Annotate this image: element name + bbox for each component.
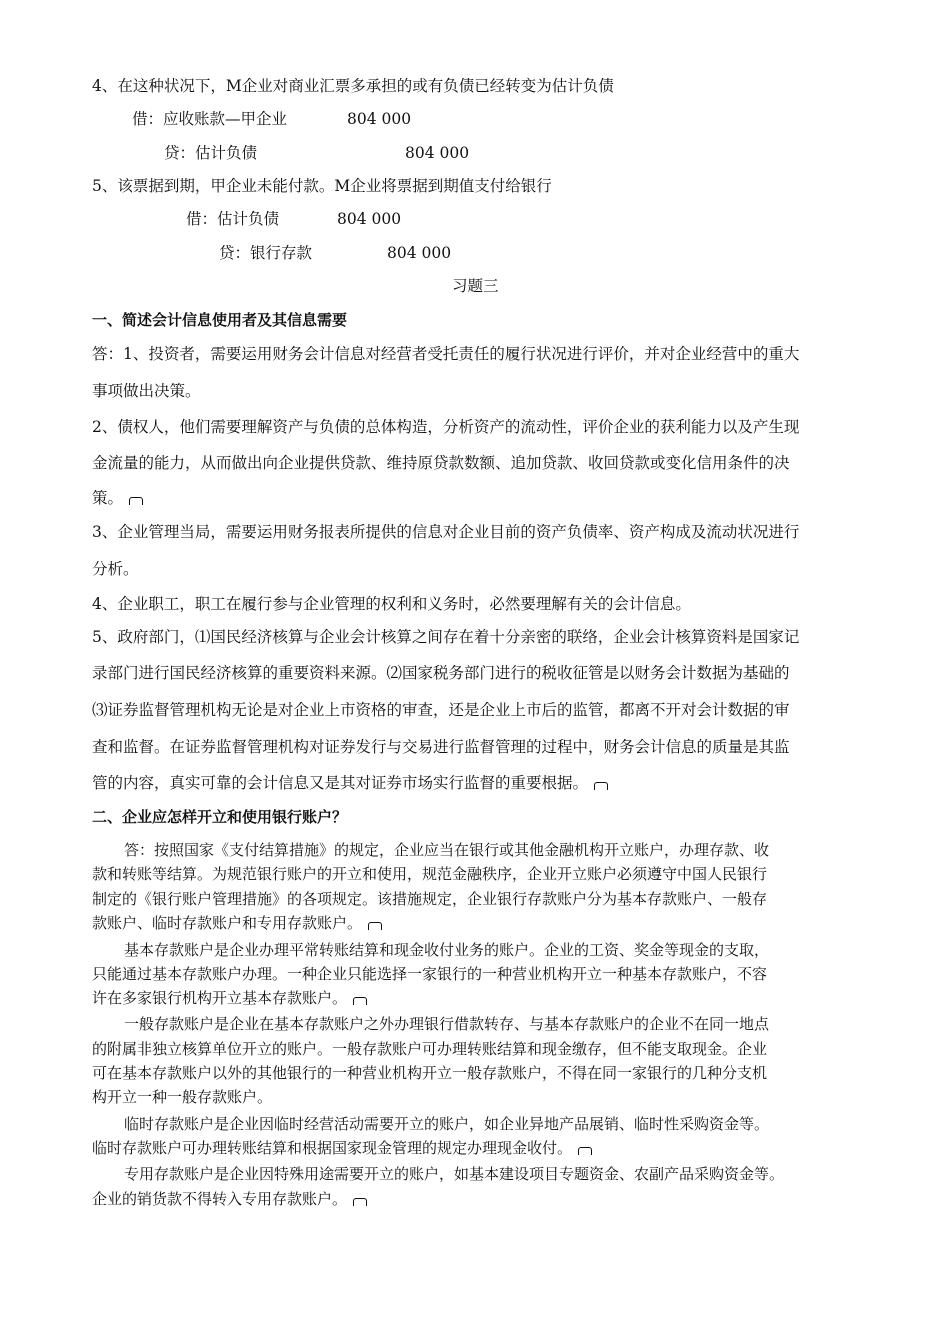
q1-line-13-wrap	[92, 773, 608, 793]
q2-line-4-wrap	[92, 913, 382, 933]
item-4-text: 4、在这种状况下，M企业对商业汇票多承担的或有负债已经转变为估计负债	[92, 77, 614, 95]
q2-line-8: 一般存款账户是企业在基本存款账户之外办理银行借款转存、与基本存款账户的企业不在同一地点	[124, 1015, 770, 1033]
exercise-title: 习题三	[452, 277, 499, 295]
q2-line-10: 可在基本存款账户以外的其他银行的一种营业机构开立一般存款账户，不得在同一家银行的几种分支机	[92, 1064, 768, 1082]
q1-line-5: 策。	[92, 489, 124, 507]
q1-line-6: 3、企业管理当局，需要运用财务报表所提供的信息对企业目前的资产负债率、资产构成及流动状况进行	[92, 523, 800, 541]
q2-line-7-wrap	[92, 988, 367, 1008]
question-2-heading: 二、企业应怎样开立和使用银行账户？	[92, 808, 348, 826]
q2-line-9: 的附属非独立核算单位开立的账户。一般存款账户可办理转账结算和现金缴存，但不能支取现金。企业	[92, 1040, 768, 1058]
paragraph-mark-icon	[353, 1198, 367, 1206]
paragraph-mark-icon	[129, 497, 143, 505]
q2-line-3: 制定的《银行账户管理措施》的各项规定。该措施规定，企业银行存款账户分为基本存款账户、一般存	[92, 890, 768, 908]
debit-entry-amount: 804 000	[347, 110, 412, 128]
credit-entry-label: 贷：估计负债	[164, 144, 258, 162]
debit-entry-2-label: 借：估计负债	[186, 210, 280, 228]
question-1-heading: 一、简述会计信息使用者及其信息需要	[92, 311, 348, 329]
q2-line-15-wrap	[92, 1189, 367, 1209]
paragraph-mark-icon	[353, 997, 367, 1005]
q1-line-2: 事项做出决策。	[92, 382, 201, 400]
item-5-text: 5、该票据到期，甲企业未能付款。M企业将票据到期值支付给银行	[92, 177, 552, 195]
q2-line-5: 基本存款账户是企业办理平常转账结算和现金收付业务的账户。企业的工资、奖金等现金的支取，	[124, 941, 770, 959]
q2-line-14: 专用存款账户是企业因特殊用途需要开立的账户，如基本建设项目专题资金、农副产品采购资金等。	[124, 1165, 785, 1183]
q1-line-7: 分析。	[92, 560, 139, 578]
q2-line-15: 企业的销货款不得转入专用存款账户。	[92, 1190, 348, 1208]
q1-line-5-wrap	[92, 488, 143, 508]
q2-line-2: 款和转账等结算。为规范银行账户的开立和使用，规范金融秩序，企业开立账户必须遵守中国人民银行	[92, 865, 768, 883]
q1-line-13: 管的内容，真实可靠的会计信息又是其对证券市场实行监督的重要根据。	[92, 774, 589, 792]
q1-line-11: ⑶证券监督管理机构无论是对企业上市资格的审查，还是企业上市后的监管，都离不开对会计数据的审	[92, 701, 790, 719]
credit-entry-2-amount: 804 000	[387, 244, 452, 262]
q1-line-3: 2、债权人，他们需要理解资产与负债的总体构造，分析资产的流动性，评价企业的获利能力以及产生现	[92, 418, 800, 436]
q2-line-6: 只能通过基本存款账户办理。一种企业只能选择一家银行的一种营业机构开立一种基本存款账户，不容	[92, 965, 768, 983]
credit-entry-amount: 804 000	[405, 144, 470, 162]
q2-line-13: 临时存款账户可办理转账结算和根据国家现金管理的规定办理现金收付。	[92, 1139, 573, 1157]
q2-line-7: 许在多家银行机构开立基本存款账户。	[92, 989, 348, 1007]
paragraph-mark-icon	[368, 922, 382, 930]
q2-line-4: 款账户、临时存款账户和专用存款账户。	[92, 914, 363, 932]
q1-line-1: 答：1、投资者，需要运用财务会计信息对经营者受托责任的履行状况进行评价，并对企业经营中的重大	[92, 345, 800, 363]
q1-line-8: 4、企业职工，职工在履行参与企业管理的权利和义务时，必然要理解有关的会计信息。	[92, 595, 691, 613]
debit-entry-label: 借：应收账款—甲企业	[132, 110, 288, 128]
debit-entry-2-amount: 804 000	[337, 210, 402, 228]
q2-line-11: 构开立一种一般存款账户。	[92, 1088, 273, 1106]
q2-line-1: 答：按照国家《支付结算措施》的规定，企业应当在银行或其他金融机构开立账户，办理存款、收	[124, 841, 770, 859]
paragraph-mark-icon	[594, 782, 608, 790]
q1-line-4: 金流量的能力，从而做出向企业提供贷款、维持原贷款数额、追加贷款、收回贷款或变化信用条件的决	[92, 454, 790, 472]
credit-entry-2-label: 贷：银行存款	[219, 244, 313, 262]
q1-line-10: 录部门进行国民经济核算的重要资料来源。⑵国家税务部门进行的税收征管是以财务会计数据为基础的	[92, 664, 790, 682]
q2-line-13-wrap	[92, 1138, 592, 1158]
q2-line-12: 临时存款账户是企业因临时经营活动需要开立的账户，如企业异地产品展销、临时性采购资金等。	[124, 1115, 770, 1133]
paragraph-mark-icon	[578, 1147, 592, 1155]
q1-line-12: 查和监督。在证券监督管理机构对证券发行与交易进行监督管理的过程中，财务会计信息的质量是其监	[92, 738, 790, 756]
q1-line-9: 5、政府部门，⑴国民经济核算与企业会计核算之间存在着十分亲密的联络，企业会计核算资料是国家记	[92, 628, 800, 646]
